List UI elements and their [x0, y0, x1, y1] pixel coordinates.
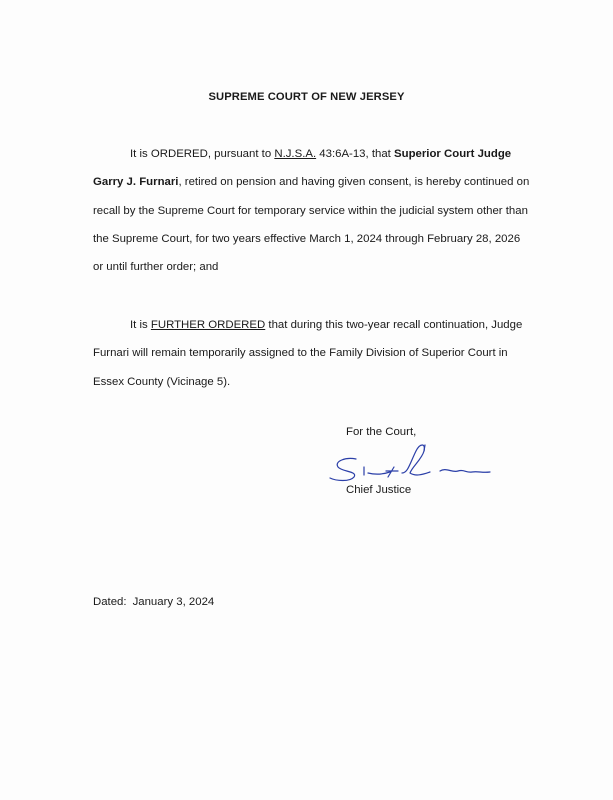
judge-court-bold: Superior Court: [394, 148, 475, 160]
order-paragraph-1: [93, 140, 533, 281]
handwritten-signature: [324, 437, 514, 487]
further-ordered: FURTHER ORDERED: [150, 319, 266, 331]
order-text-part: It is: [130, 319, 151, 331]
order-paragraph-2: [93, 311, 533, 396]
dated-line: [93, 596, 214, 608]
order-text-part: It is ORDERED, pursuant to: [130, 148, 275, 160]
order-text-part: 43:6A-13, that: [316, 148, 395, 160]
dated-label: Dated:: [93, 596, 127, 608]
signer-title: Chief Justice: [346, 484, 412, 496]
statute-reference: N.J.S.A.: [274, 148, 317, 160]
order-text-part: , retired on pension and having given consent, is hereby continued on recall by the Supreme Court for temporary service within the judicial system other than the Supreme Court, for two years effective March 1, 2024 through February 28, 2026 or until further order; and: [93, 176, 530, 274]
judge-name-bold: Judge Garry J. Furnari: [93, 148, 512, 189]
for-the-court: For the Court,: [346, 426, 417, 438]
court-title: SUPREME COURT OF NEW JERSEY: [208, 91, 405, 103]
signature-block: [346, 423, 546, 513]
order-text-part: that during this two-year recall continuation, Judge Furnari will remain temporarily assigned to the Family Division of Superior Court in Essex County (Vicinage 5).: [93, 319, 523, 388]
dated-value: January 3, 2024: [132, 596, 215, 608]
